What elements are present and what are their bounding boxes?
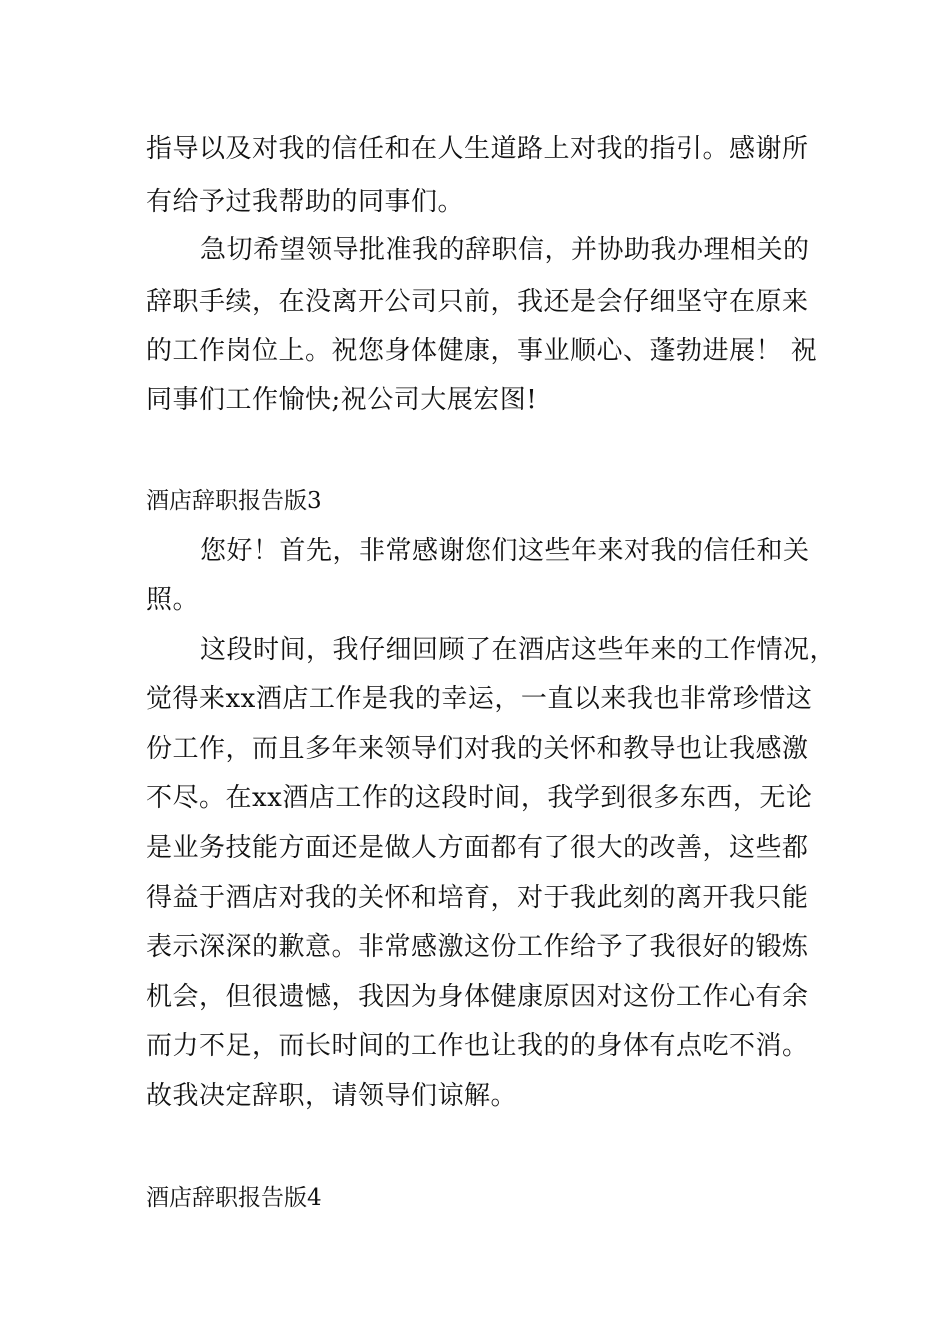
body-text-line: 您好！首先，非常感谢您们这些年来对我的信任和关	[200, 536, 810, 566]
body-text-line: 这段时间，我仔细回顾了在酒店这些年来的工作情况，	[200, 635, 837, 665]
body-text-line: 有给予过我帮助的同事们。	[146, 187, 465, 217]
body-text-line: 而力不足，而长时间的工作也让我的的身体有点吃不消。	[146, 1031, 809, 1061]
body-text-line: 故我决定辞职，请领导们谅解。	[146, 1081, 518, 1111]
body-text-line: 急切希望领导批准我的辞职信，并协助我办理相关的	[200, 235, 810, 265]
body-text-line: 的工作岗位上。祝您身体健康，事业顺心、蓬勃进展！ 祝	[146, 336, 818, 366]
body-text-line: 机会，但很遗憾，我因为身体健康原因对这份工作心有余	[146, 982, 809, 1012]
body-text-line: 得益于酒店对我的关怀和培育，对于我此刻的离开我只能	[146, 883, 809, 913]
body-text-line: 照。	[146, 585, 200, 615]
body-text-line: 表示深深的歉意。非常感激这份工作给予了我很好的锻炼	[146, 932, 809, 962]
body-text-line: 同事们工作愉快;祝公司大展宏图!	[146, 385, 538, 415]
section-title: 酒店辞职报告版3	[146, 488, 322, 514]
body-text-line: 是业务技能方面还是做人方面都有了很大的改善，这些都	[146, 833, 809, 863]
body-text-line: 份工作，而且多年来领导们对我的关怀和教导也让我感激	[146, 734, 809, 764]
body-text-line: 辞职手续，在没离开公司只前，我还是会仔细坚守在原来	[146, 287, 809, 317]
section-title: 酒店辞职报告版4	[146, 1185, 322, 1211]
body-text-line: 觉得来xx酒店工作是我的幸运，一直以来我也非常珍惜这	[146, 684, 813, 714]
body-text-line: 指导以及对我的信任和在人生道路上对我的指引。感谢所	[146, 134, 809, 164]
body-text-line: 不尽。在xx酒店工作的这段时间，我学到很多东西，无论	[146, 783, 813, 813]
